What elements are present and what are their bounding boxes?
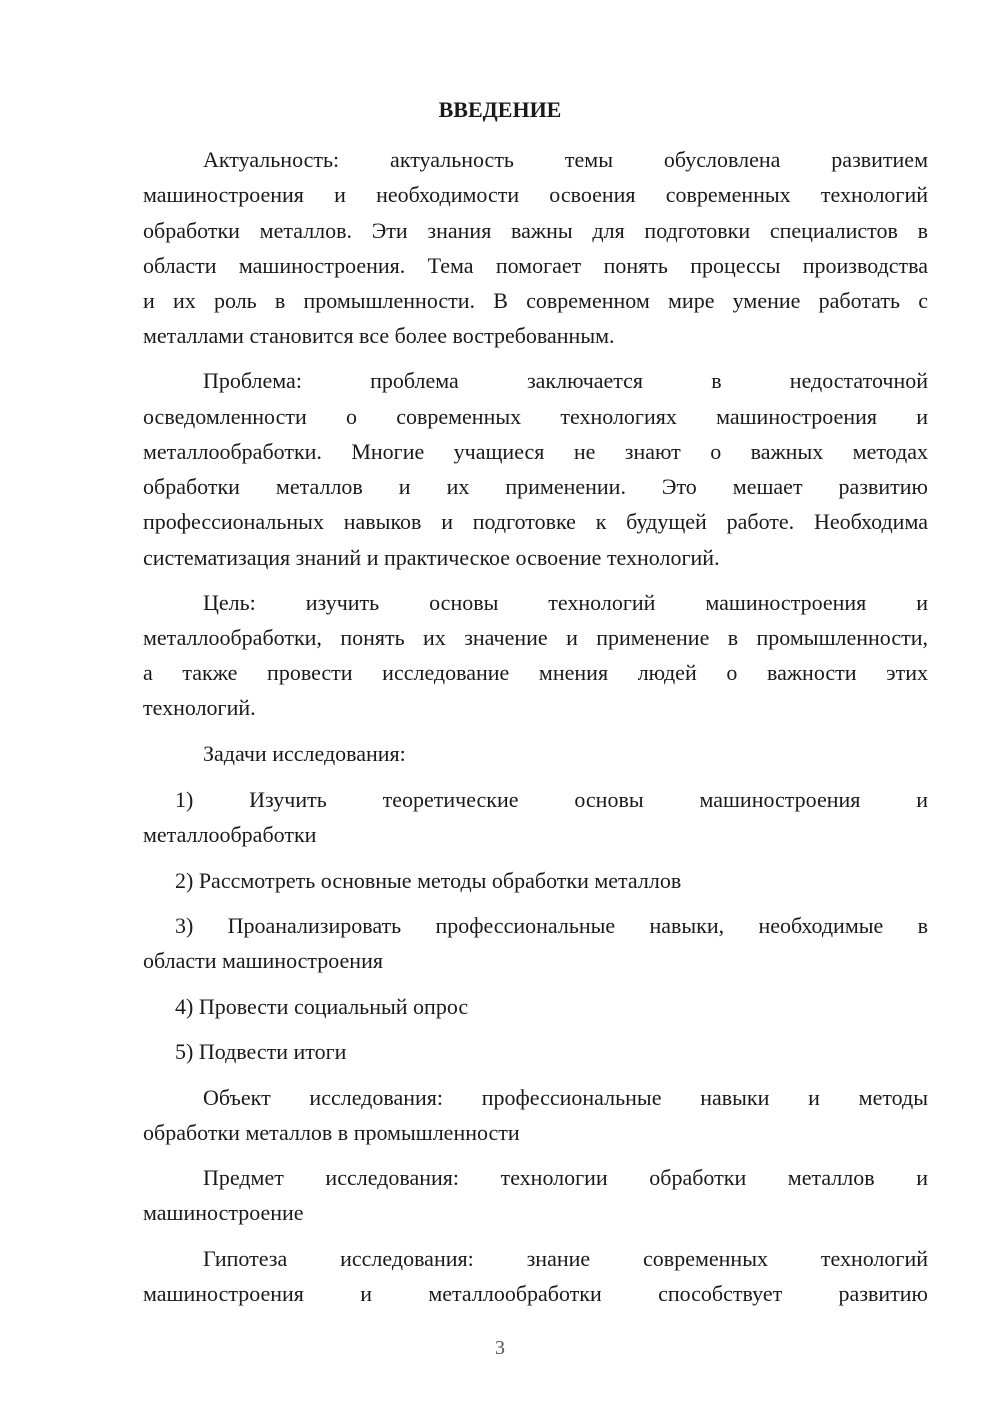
- object-line-2: обработки металлов в промышленности: [143, 1120, 520, 1145]
- problem-line-2: осведомленности о современных технологиях машиностроения и: [143, 404, 928, 429]
- page-title: ВВЕДЕНИЕ: [438, 97, 562, 122]
- task-5: 5) Подвести итоги: [175, 1039, 347, 1064]
- task-2: 2) Рассмотреть основные методы обработки металлов: [175, 868, 682, 893]
- goal-line-4: технологий.: [143, 695, 256, 720]
- tasks-heading: Задачи исследования:: [203, 741, 406, 766]
- task-1-line-2: металлообработки: [143, 822, 317, 847]
- task-3-line-2: области машиностроения: [143, 948, 383, 973]
- relevance-line-2: машиностроения и необходимости освоения современных технологий: [143, 182, 928, 207]
- problem-line-6: систематизация знаний и практическое освоение технологий.: [143, 545, 720, 570]
- goal-line-2: металлообработки, понять их значение и применение в промышленности,: [143, 625, 928, 650]
- problem-line-1: Проблема: проблема заключается в недостаточной: [203, 368, 928, 393]
- task-1-line-1: 1) Изучить теоретические основы машиностроения и: [175, 787, 928, 812]
- relevance-line-3: обработки металлов. Эти знания важны для подготовки специалистов в: [143, 218, 928, 243]
- problem-line-5: профессиональных навыков и подготовке к будущей работе. Необходима: [143, 509, 928, 534]
- hypothesis-line-1: Гипотеза исследования: знание современных технологий: [203, 1246, 928, 1271]
- relevance-line-5: и их роль в промышленности. В современном мире умение работать с: [143, 288, 928, 313]
- task-3-line-1: 3) Проанализировать профессиональные навыки, необходимые в: [175, 913, 928, 938]
- relevance-line-6: металлами становится все более востребованным.: [143, 323, 615, 348]
- task-4: 4) Провести социальный опрос: [175, 994, 469, 1019]
- relevance-line-1: Актуальность: актуальность темы обусловлена развитием: [203, 147, 928, 172]
- hypothesis-line-2: машиностроения и металлообработки способствует развитию: [143, 1281, 928, 1306]
- subject-line-1: Предмет исследования: технологии обработки металлов и: [203, 1165, 928, 1190]
- problem-line-3: металлообработки. Многие учащиеся не знают о важных методах: [143, 439, 928, 464]
- goal-line-3: а также провести исследование мнения людей о важности этих: [143, 660, 928, 685]
- goal-line-1: Цель: изучить основы технологий машиностроения и: [203, 590, 928, 615]
- problem-line-4: обработки металлов и их применении. Это мешает развитию: [143, 474, 928, 499]
- object-line-1: Объект исследования: профессиональные навыки и методы: [203, 1085, 928, 1110]
- subject-line-2: машиностроение: [143, 1200, 304, 1225]
- page-number: 3: [495, 1337, 505, 1359]
- relevance-line-4: области машиностроения. Тема помогает понять процессы производства: [143, 253, 928, 278]
